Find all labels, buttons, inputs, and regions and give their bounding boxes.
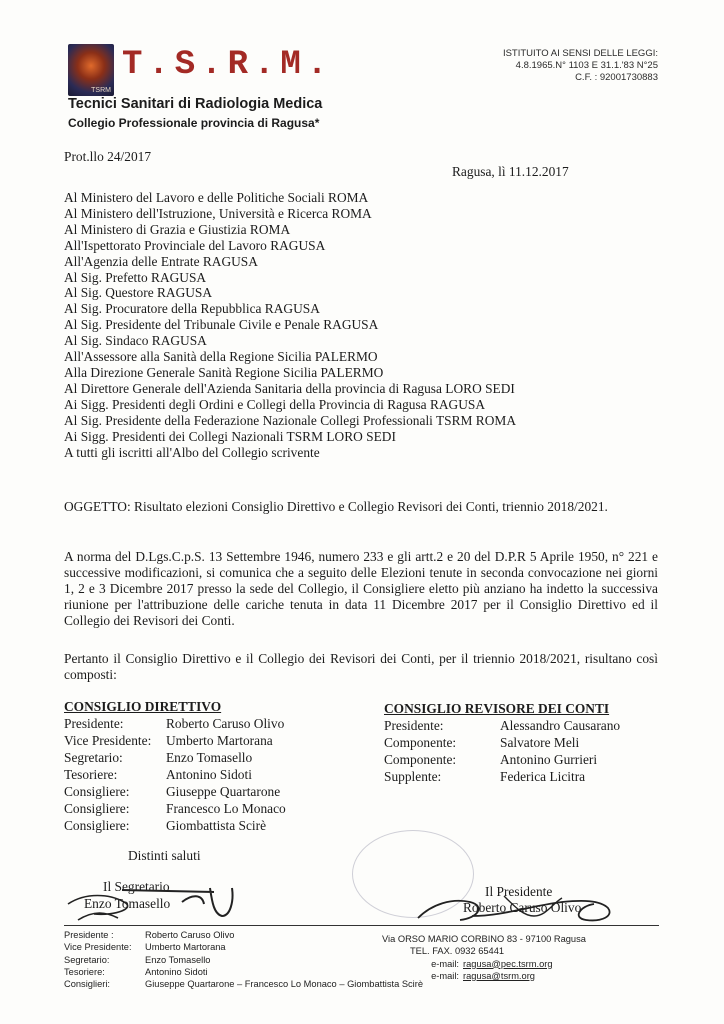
member-name: Umberto Martorana	[166, 733, 273, 748]
member-row	[64, 783, 286, 800]
institution-line: 4.8.1965.N° 1103 E 31.1.'83 N°25	[515, 60, 658, 71]
addressee: Ai Sigg. Presidenti dei Collegi Nazionali TSRM LORO SEDI	[64, 428, 396, 444]
member-row	[64, 800, 286, 817]
member-name: Antonino Gurrieri	[500, 752, 598, 767]
member-row	[384, 717, 620, 734]
footer-divider	[64, 925, 659, 926]
secretary-label: Il Segretario	[103, 879, 170, 894]
organization-subtitle: Collegio Professionale provincia di Ragusa*	[68, 116, 320, 130]
addressee: Ai Sigg. Presidenti degli Ordini e Collegi della Provincia di Ragusa RAGUSA	[64, 396, 486, 412]
footer-name: Umberto Martorana	[145, 942, 226, 953]
protocol-number: Prot.llo 24/2017	[64, 149, 152, 164]
member-role: Tesoriere:	[64, 767, 118, 782]
member-row	[64, 749, 286, 766]
member-row	[384, 768, 620, 785]
member-name: Salvatore Meli	[500, 735, 580, 750]
subject-line: OGGETTO: Risultato elezioni Consiglio Direttivo e Collegio Revisori dei Conti, triennio 2018/2021.	[64, 499, 608, 514]
footer-email-row	[382, 970, 586, 982]
secretary-signature	[64, 880, 240, 926]
addressee: Al Sig. Presidente del Tribunale Civile e Penale RAGUSA	[64, 317, 379, 333]
president-signature	[412, 886, 622, 930]
consiglio-revisore	[384, 700, 620, 785]
member-name: Antonino Sidoti	[166, 767, 252, 782]
member-row	[384, 734, 620, 751]
footer-role: Consiglieri:	[64, 979, 110, 990]
member-role: Presidente:	[384, 718, 444, 733]
logo-text: TSRM	[91, 87, 111, 94]
footer-name: Antonino Sidoti	[145, 966, 208, 977]
tsrm-logo	[68, 44, 114, 96]
footer-name: Giuseppe Quartarone – Francesco Lo Monaco – Giombattista Scirè	[145, 979, 424, 990]
board-title: CONSIGLIO DIRETTIVO	[64, 699, 222, 714]
addressee: All'Agenzia delle Entrate RAGUSA	[64, 253, 258, 269]
member-role: Consigliere:	[64, 801, 130, 816]
footer-address: Via ORSO MARIO CORBINO 83 - 97100 Ragusa	[382, 934, 586, 944]
email-link[interactable]: ragusa@tsrm.org	[463, 970, 535, 981]
footer-contacts	[382, 933, 586, 982]
consiglio-direttivo	[64, 698, 286, 834]
email-label: e-mail:	[431, 970, 459, 981]
member-row	[64, 817, 286, 834]
addressee: Al Ministero del Lavoro e delle Politiche Sociali ROMA	[64, 190, 369, 205]
institution-line: ISTITUITO AI SENSI DELLE LEGGI:	[502, 48, 658, 59]
footer-name: Roberto Caruso Olivo	[145, 930, 235, 940]
footer-row	[64, 954, 423, 966]
footer-role: Segretario:	[64, 954, 110, 965]
footer-role: Tesoriere:	[64, 966, 105, 977]
footer-role: Vice Presidente:	[64, 942, 132, 953]
member-name: Giombattista Scirè	[166, 818, 267, 833]
member-row	[64, 715, 286, 732]
footer-name: Enzo Tomasello	[145, 954, 211, 965]
member-name: Federica Licitra	[500, 769, 586, 784]
organization-name: Tecnici Sanitari di Radiologia Medica	[68, 96, 323, 112]
body-paragraph: Pertanto il Consiglio Direttivo e il Collegio dei Revisori dei Conti, per il triennio 2018/2021, risultano così composti:	[64, 651, 658, 682]
footer-pec-row	[382, 958, 586, 970]
footer-row	[64, 978, 423, 990]
addressee: Al Direttore Generale dell'Azienda Sanitaria della provincia di Ragusa LORO SEDI	[64, 380, 515, 396]
footer-phone: TEL. FAX. 0932 65441	[410, 946, 505, 957]
addressee: Al Ministero di Grazia e Giustizia ROMA	[64, 221, 291, 237]
member-role: Consigliere:	[64, 784, 130, 799]
member-name: Roberto Caruso Olivo	[166, 716, 285, 731]
addressee: All'Assessore alla Sanità della Regione Sicilia PALERMO	[64, 349, 378, 365]
addressee-list	[64, 190, 516, 460]
addressee: Al Ministero dell'Istruzione, Università e Ricerca ROMA	[64, 205, 372, 221]
member-role: Supplente:	[384, 769, 442, 784]
addressee: Al Sig. Prefetto RAGUSA	[64, 269, 207, 285]
member-row	[64, 732, 286, 749]
member-role: Vice Presidente:	[64, 733, 152, 748]
email-label: e-mail:	[431, 958, 459, 969]
footer-row	[64, 966, 423, 978]
body-paragraph: A norma del D.Lgs.C.p.S. 13 Settembre 1946, numero 233 e gli artt.2 e 20 del D.P.R 5 Aprile 1950, n° 221 e successive modificazioni, si comunica che a seguito delle Elezioni tenute in seconda convocazione nei giorni 1, 2 e 3 Dicembre 2017 presso la sede del Collegio, il Consigliere eletto più anziano ha indetto la successiva riunione per l'attribuzione delle cariche tenuta in data 11 Dicembre 2017 per il Consiglio Direttivo ed il Collegio dei Revisori dei Conti.	[64, 549, 658, 628]
brand-title: T.S.R.M.	[122, 46, 334, 84]
footer-role: Presidente :	[64, 930, 114, 940]
member-role: Componente:	[384, 752, 457, 767]
secretary-name: Enzo Tomasello	[84, 896, 171, 911]
footer-row	[64, 929, 423, 941]
member-name: Giuseppe Quartarone	[166, 784, 281, 799]
letter-date: Ragusa, lì 11.12.2017	[452, 164, 569, 179]
addressee: Al Sig. Questore RAGUSA	[64, 285, 213, 301]
member-name: Francesco Lo Monaco	[166, 801, 286, 816]
addressee: Al Sig. Procuratore della Repubblica RAGUSA	[64, 301, 320, 317]
institution-info	[470, 48, 658, 84]
member-role: Presidente:	[64, 716, 124, 731]
institution-line: C.F. : 92001730883	[575, 72, 658, 83]
member-name: Enzo Tomasello	[166, 750, 253, 765]
member-row	[64, 766, 286, 783]
footer-row	[64, 941, 423, 953]
footer-board-list	[64, 929, 423, 990]
addressee: All'Ispettorato Provinciale del Lavoro RAGUSA	[64, 237, 326, 253]
president-name: Roberto Caruso Olivo	[463, 900, 582, 915]
member-role: Consigliere:	[64, 818, 130, 833]
member-role: Segretario:	[64, 750, 123, 765]
member-row	[384, 751, 620, 768]
pec-link[interactable]: ragusa@pec.tsrm.org	[463, 958, 553, 969]
closing-salutation: Distinti saluti	[128, 848, 201, 863]
member-name: Alessandro Causarano	[500, 718, 621, 733]
addressee: Al Sig. Presidente della Federazione Nazionale Collegi Professionali TSRM ROMA	[64, 412, 516, 428]
addressee: Alla Direzione Generale Sanità Regione Sicilia PALERMO	[64, 364, 384, 380]
board-title: CONSIGLIO REVISORE DEI CONTI	[384, 701, 610, 716]
member-role: Componente:	[384, 735, 457, 750]
addressee: Al Sig. Sindaco RAGUSA	[64, 333, 207, 349]
president-label: Il Presidente	[485, 884, 553, 899]
addressee: A tutti gli iscritti all'Albo del Collegio scrivente	[64, 444, 320, 460]
